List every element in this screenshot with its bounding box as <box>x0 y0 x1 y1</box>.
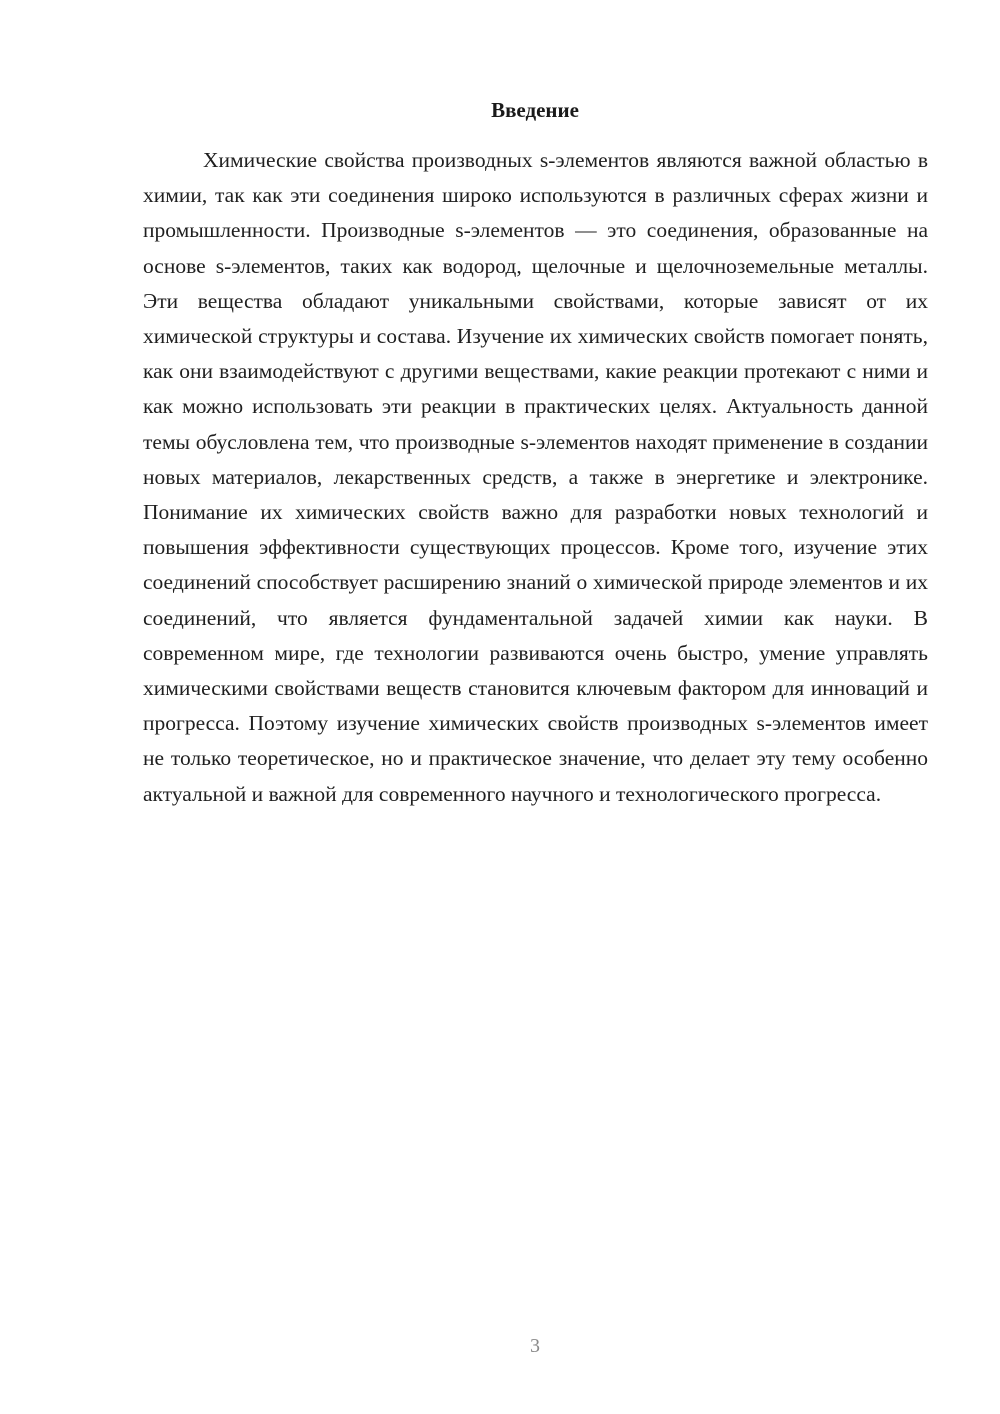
page-number: 3 <box>530 1335 540 1357</box>
body-paragraph: Химические свойства производных s-элементов являются важной областью в химии, так как эти соединения широко используются в различных сферах жизни и промышленности. Производные s-элементов — это соединения, образованные на основе s-элементов, таких как водород, щелочные и щелочноземельные металлы. Эти вещества обладают уникальными свойствами, которые зависят от их химической структуры и состава. Изучение их химических свойств помогает понять, как они взаимодействуют с другими веществами, какие реакции протекают с ними и как можно использовать эти реакции в практических целях. Актуальность данной темы обусловлена тем, что производные s-элементов находят применение в создании новых материалов, лекарственных средств, а также в энергетике и электронике. Понимание их химических свойств важно для разработки новых технологий и повышения эффективности существующих процессов. Кроме того, изучение этих соединений способствует расширению знаний о химической природе элементов и их соединений, что является фундаментальной задачей химии как науки. В современном мире, где технологии развиваются очень быстро, умение управлять химическими свойствами веществ становится ключевым фактором для инноваций и прогресса. Поэтому изучение химических свойств производных s-элементов имеет не только теоретическое, но и практическое значение, что делает эту тему особенно актуальной и важной для современного научного и технологического прогресса. <box>143 148 928 806</box>
section-heading: Введение <box>491 98 579 122</box>
